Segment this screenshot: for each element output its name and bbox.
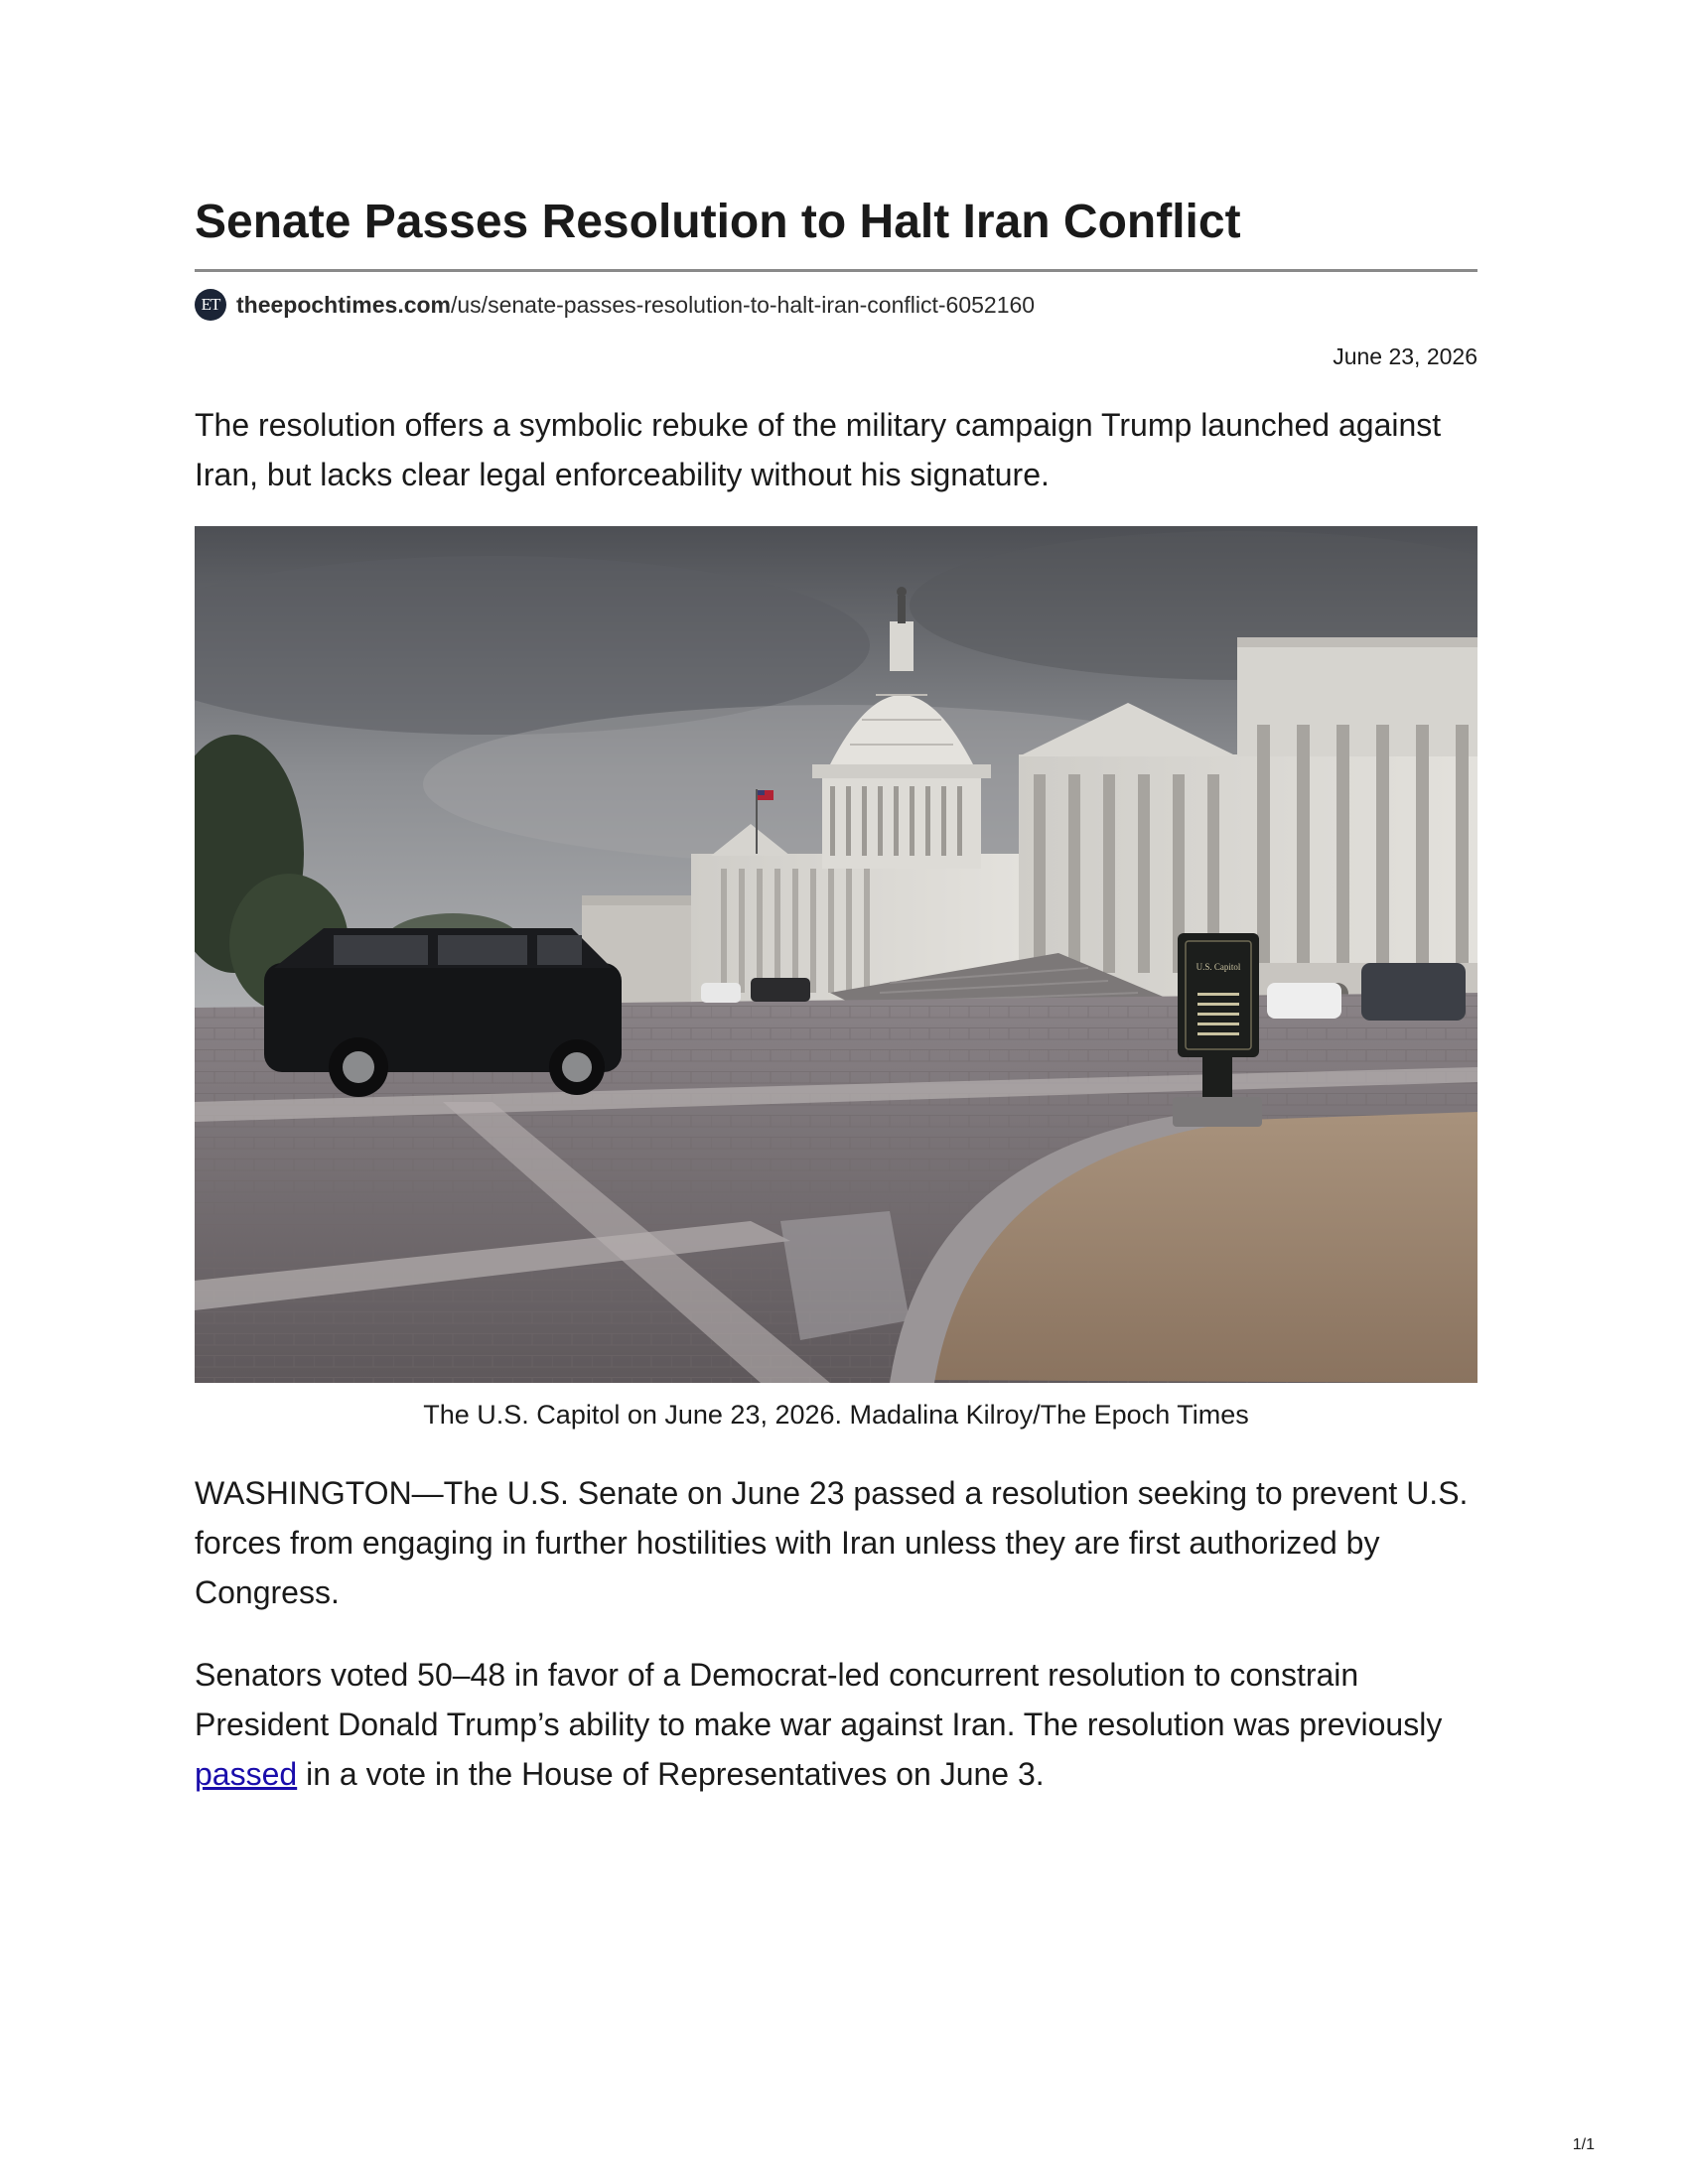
capitol-photo	[195, 526, 1477, 1383]
article-date: June 23, 2026	[1333, 343, 1477, 369]
source-path[interactable]: /us/senate-passes-resolution-to-halt-iran-conflict-6052160	[451, 291, 1036, 318]
photo-sign-text: U.S. Capitol	[1196, 962, 1241, 972]
image-caption: The U.S. Capitol on June 23, 2026. Madalina Kilroy/The Epoch Times	[423, 1400, 1249, 1430]
paragraph-text: Senators voted 50–48 in favor of a Democrat-led concurrent resolution to constrain President Donald Trump’s ability to make war against Iran. The resolution was previously	[195, 1657, 1443, 1742]
source-line[interactable]	[195, 288, 1035, 322]
article-paragraph: WASHINGTON—The U.S. Senate on June 23 passed a resolution seeking to prevent U.S. forces from engaging in further hostilities with Iran unless they are first authorized by Congress.	[195, 1475, 1469, 1610]
passed-link[interactable]: passed	[195, 1756, 298, 1792]
paragraph-text: in a vote in the House of Representatives on June 3.	[297, 1756, 1045, 1792]
source-domain[interactable]: theepochtimes.com	[236, 291, 451, 318]
article-paragraph	[195, 1650, 1477, 1799]
article-lede: The resolution offers a symbolic rebuke of the military campaign Trump launched against Iran, but lacks clear legal enforceability without his signature.	[195, 407, 1442, 492]
title-divider	[195, 269, 1477, 272]
page-number: 1/1	[1572, 2136, 1595, 2153]
article-title: Senate Passes Resolution to Halt Iran Conflict	[195, 196, 1241, 248]
epoch-times-logo-icon: ET	[195, 289, 226, 321]
